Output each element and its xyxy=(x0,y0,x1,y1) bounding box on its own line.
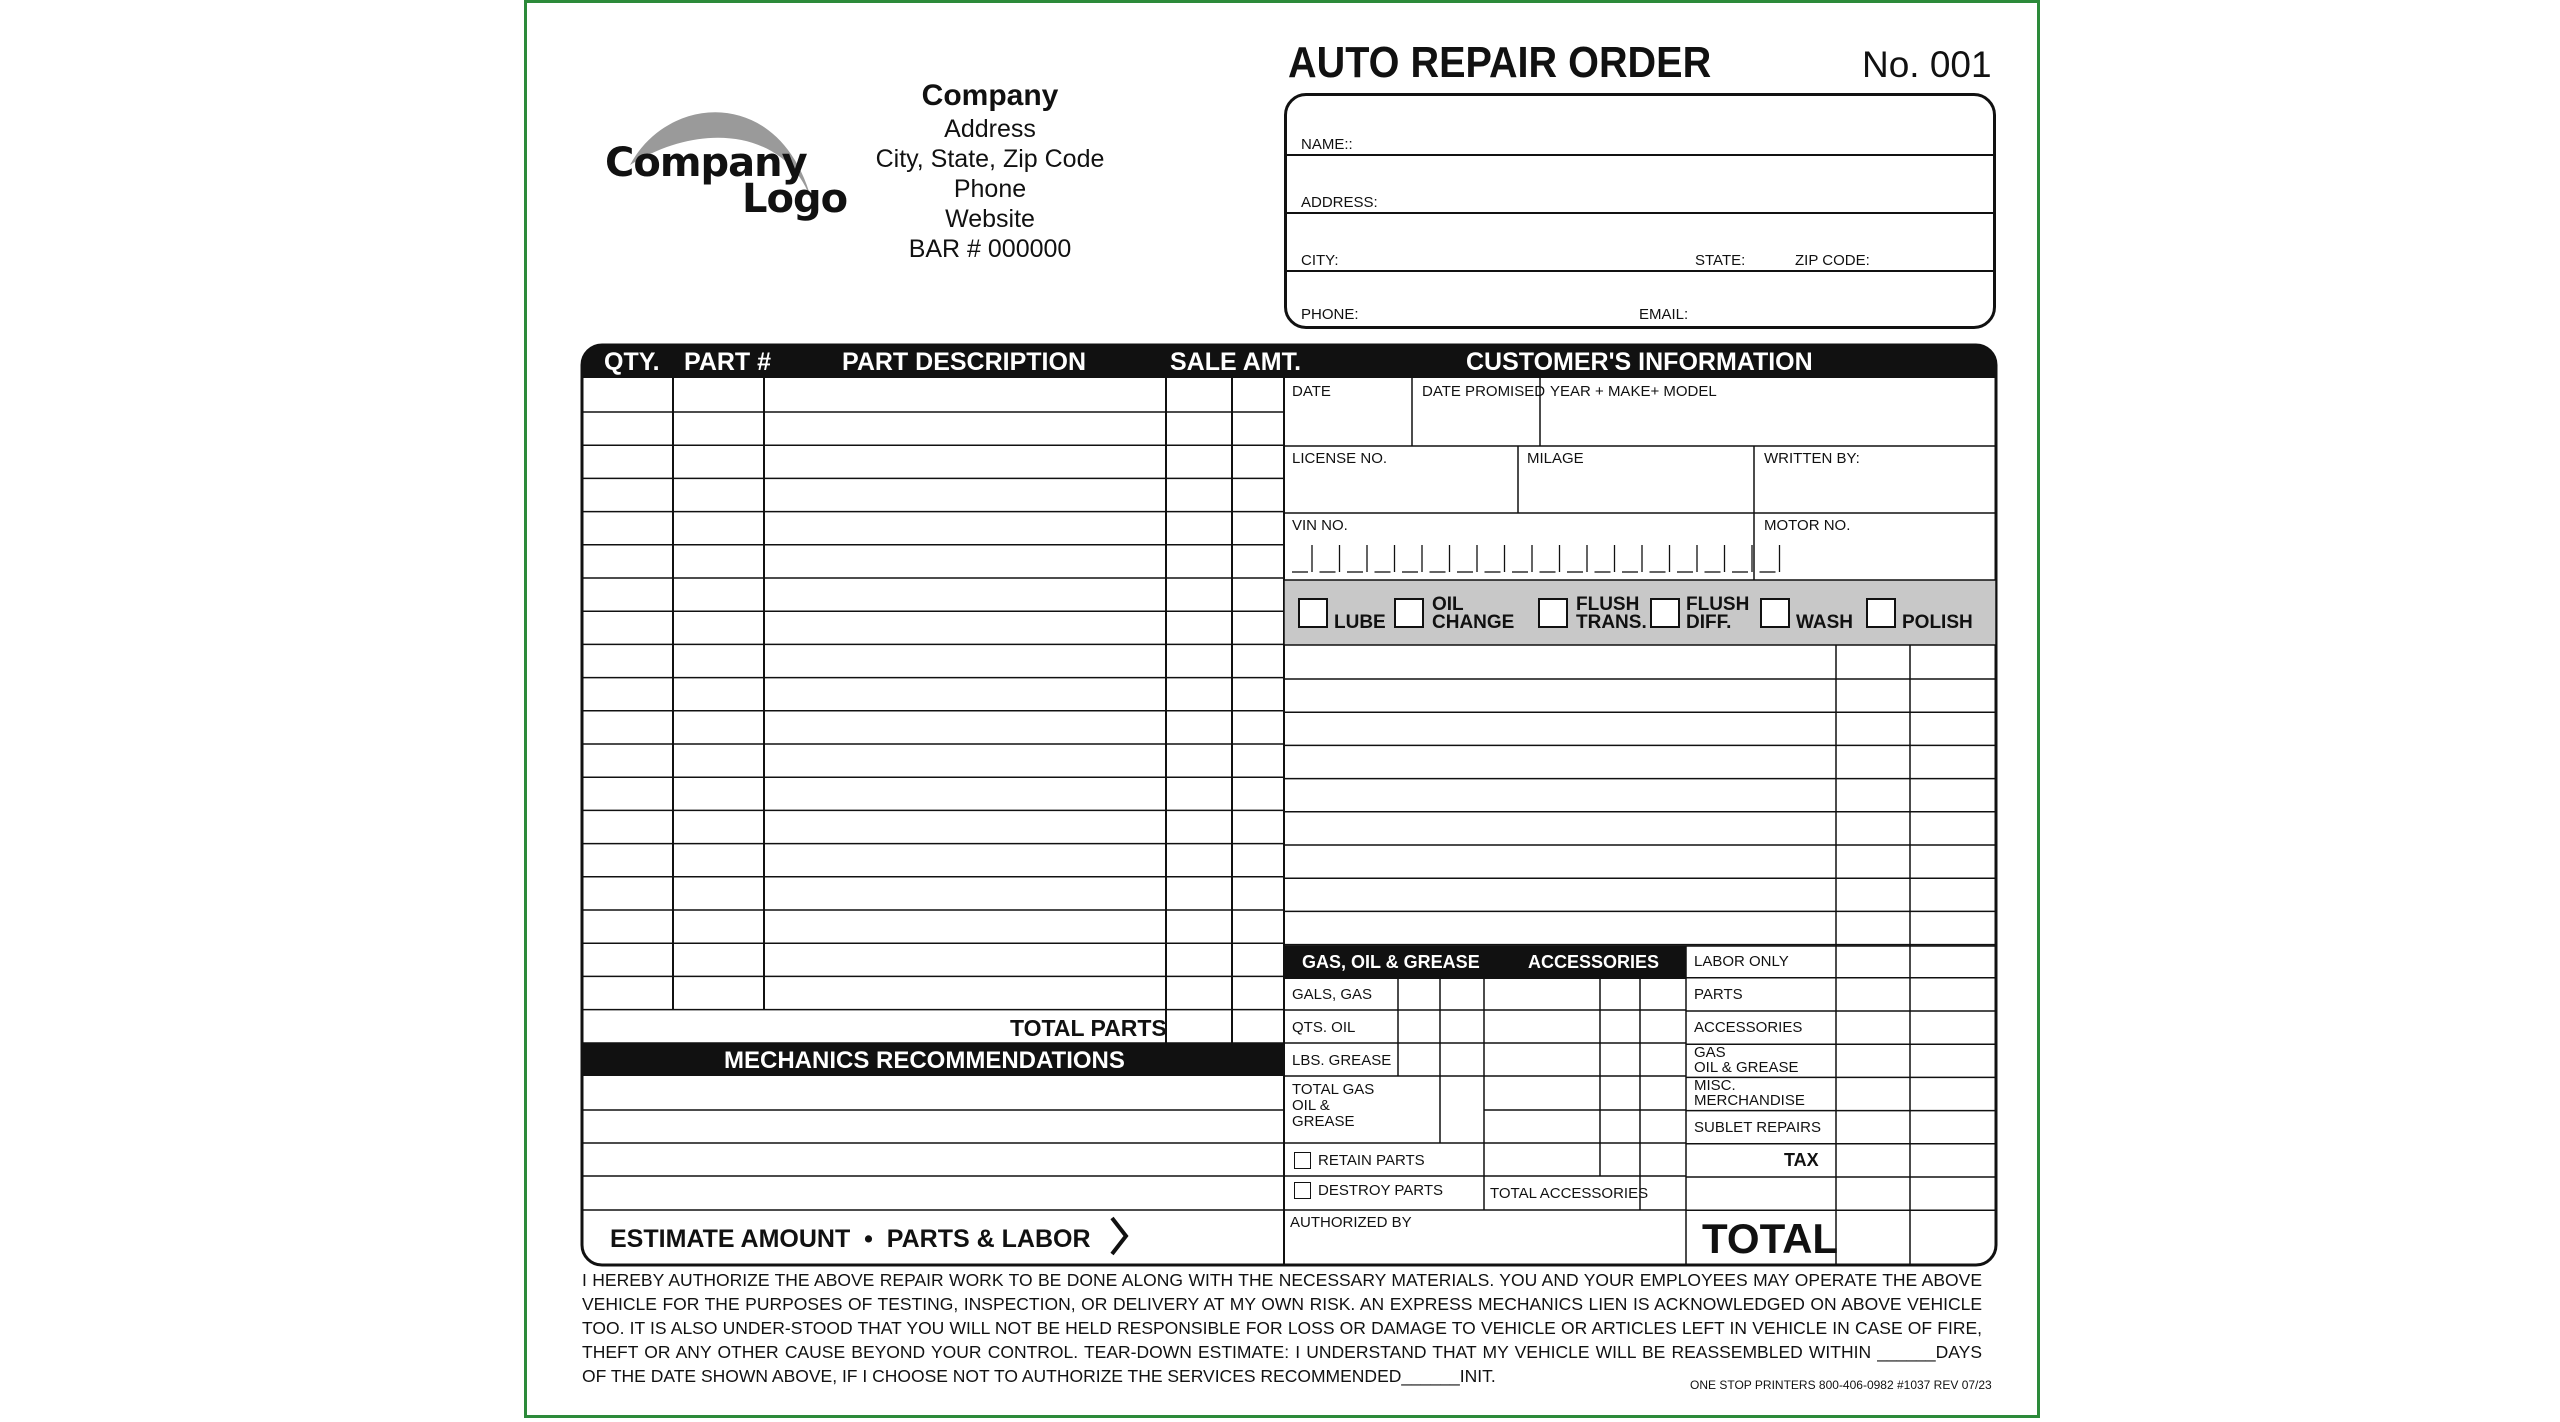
header-sale-amount: SALE AMT. xyxy=(1170,348,1302,376)
gas-summary-label-2: OIL & GREASE xyxy=(1694,1059,1799,1076)
sublet-repairs-label: SUBLET REPAIRS xyxy=(1694,1119,1821,1136)
total-gas-label-3: GREASE xyxy=(1292,1113,1355,1130)
form-number: No. 001 xyxy=(1862,44,1992,85)
oil-label-2: CHANGE xyxy=(1432,612,1515,633)
misc-summary-label-1: MISC. xyxy=(1694,1077,1736,1094)
parts-summary-label: PARTS xyxy=(1694,986,1743,1003)
wash-checkbox[interactable] xyxy=(1760,598,1790,628)
lube-label: LUBE xyxy=(1334,612,1386,633)
oil-change-checkbox[interactable] xyxy=(1394,598,1424,628)
authorization-disclaimer: I HEREBY AUTHORIZE THE ABOVE REPAIR WORK TO BE DONE ALONG WITH THE NECESSARY MATERIALS. YOU AND YOUR EMPLOYEES MAY OPERATE THE ABOVE VEHICLE FOR THE PURPOSES OF TESTING, INSPECTION, OR DELIVERY AT MY OWN RISK. AN EXPRESS MECHANICS LIEN IS ACKNOWLEDGED ON ABOVE VEHICLE TOO. IT IS ALSO UNDER-STOOD THAT YOU WILL NOT BE HELD RESPONSIBLE FOR LOSS OR DAMAGE TO VEHICLE OR ARTICLES LEFT IN VEHICLE IN CASE OF FIRE, THEFT OR ANY OTHER CAUSE BEYOND YOUR CONTROL. TEAR-DOWN ESTIMATE: I UNDERSTAND THAT MY VEHICLE WILL BE REASSEMBLED WITHIN ______DAYS OF THE DATE SHOWN ABOVE, IF I CHOOSE NOT TO AUTHORIZE THE SERVICES RECOMMENDED______INIT. xyxy=(582,1270,1982,1386)
oil-change-label xyxy=(1432,596,1514,632)
destroy-parts-label: DESTROY PARTS xyxy=(1318,1182,1444,1199)
customer-address-field[interactable]: ADDRESS: xyxy=(1301,194,1378,211)
total-label: TOTAL xyxy=(1702,1215,1839,1262)
wash-label: WASH xyxy=(1796,612,1853,633)
company-name: Company xyxy=(921,79,1059,112)
milage-field[interactable]: MILAGE xyxy=(1527,450,1584,467)
total-gas-label xyxy=(1292,1082,1374,1130)
flush-trans-checkbox[interactable] xyxy=(1538,598,1568,628)
lbs-grease-label: LBS. GREASE xyxy=(1292,1052,1392,1069)
header-qty: QTY. xyxy=(604,348,660,376)
flush-trans-label-1: FLUSH xyxy=(1576,594,1640,615)
logo-text-logo: Logo xyxy=(742,176,848,222)
gals-gas-label: GALS, GAS xyxy=(1292,986,1373,1003)
flush-trans-label-2: TRANS. xyxy=(1576,612,1647,633)
total-parts-label: TOTAL PARTS xyxy=(1010,1015,1167,1041)
company-website: Website xyxy=(945,205,1035,233)
form-title: AUTO REPAIR ORDER xyxy=(1288,38,1712,87)
customer-zip-field[interactable]: ZIP CODE: xyxy=(1795,252,1870,269)
gas-summary-label-1: GAS xyxy=(1694,1044,1726,1061)
flush-diff-checkbox[interactable] xyxy=(1650,598,1680,628)
retain-parts-label: RETAIN PARTS xyxy=(1318,1152,1425,1169)
header-customer-information: CUSTOMER'S INFORMATION xyxy=(1466,348,1813,376)
written-by-field[interactable]: WRITTEN BY: xyxy=(1764,450,1860,467)
date-promised-field[interactable]: DATE PROMISED xyxy=(1422,383,1546,400)
lube-checkbox[interactable] xyxy=(1298,598,1328,628)
total-accessories-label: TOTAL ACCESSORIES xyxy=(1490,1185,1649,1202)
flush-trans-label xyxy=(1576,596,1647,632)
customer-email-field[interactable]: EMAIL: xyxy=(1639,306,1689,323)
accessories-header: ACCESSORIES xyxy=(1528,952,1660,972)
header-part-number: PART # xyxy=(684,348,772,376)
mechanics-recommendations-header: MECHANICS RECOMMENDATIONS xyxy=(724,1047,1125,1074)
accessories-summary-label: ACCESSORIES xyxy=(1694,1019,1803,1036)
date-field[interactable]: DATE xyxy=(1292,383,1331,400)
total-gas-label-1: TOTAL GAS xyxy=(1292,1081,1375,1098)
company-address: Address xyxy=(944,115,1036,143)
oil-label-1: OIL xyxy=(1432,594,1464,615)
labor-only-label: LABOR ONLY xyxy=(1694,953,1789,970)
logo-text-company: Company xyxy=(605,140,807,186)
tax-label: TAX xyxy=(1784,1150,1819,1170)
company-bar: BAR # 000000 xyxy=(908,235,1072,263)
customer-city-field[interactable]: CITY: xyxy=(1301,252,1339,269)
motor-field[interactable]: MOTOR NO. xyxy=(1764,517,1851,534)
customer-state-field[interactable]: STATE: xyxy=(1695,252,1746,269)
total-gas-label-2: OIL & xyxy=(1292,1097,1330,1114)
authorized-by-field[interactable]: AUTHORIZED BY xyxy=(1290,1214,1412,1231)
printer-credit: ONE STOP PRINTERS 800-406-0982 #1037 REV 07/23 xyxy=(1690,1378,1992,1392)
header-part-description: PART DESCRIPTION xyxy=(842,348,1086,376)
vin-field[interactable]: VIN NO. xyxy=(1292,517,1348,534)
company-phone: Phone xyxy=(953,175,1027,203)
retain-parts-checkbox[interactable] xyxy=(1294,1152,1311,1169)
company-city: City, State, Zip Code xyxy=(875,145,1105,173)
gas-oil-grease-header: GAS, OIL & GREASE xyxy=(1302,952,1480,972)
polish-label: POLISH xyxy=(1902,612,1973,633)
destroy-parts-checkbox[interactable] xyxy=(1294,1182,1311,1199)
flush-diff-label-2: DIFF. xyxy=(1686,612,1732,633)
gas-summary-label xyxy=(1694,1045,1798,1075)
misc-summary-label-2: MERCHANDISE xyxy=(1694,1092,1805,1109)
license-field[interactable]: LICENSE NO. xyxy=(1292,450,1388,467)
flush-diff-label xyxy=(1686,596,1749,632)
qts-oil-label: QTS. OIL xyxy=(1292,1019,1356,1036)
customer-phone-field[interactable]: PHONE: xyxy=(1301,306,1359,323)
estimate-amount-label: ESTIMATE AMOUNT • PARTS & LABOR xyxy=(610,1225,1091,1253)
year-make-model-field[interactable]: YEAR + MAKE+ MODEL xyxy=(1550,383,1717,400)
customer-name-field[interactable]: NAME:: xyxy=(1301,136,1353,153)
polish-checkbox[interactable] xyxy=(1866,598,1896,628)
misc-summary-label xyxy=(1694,1078,1805,1108)
flush-diff-label-1: FLUSH xyxy=(1686,594,1750,615)
